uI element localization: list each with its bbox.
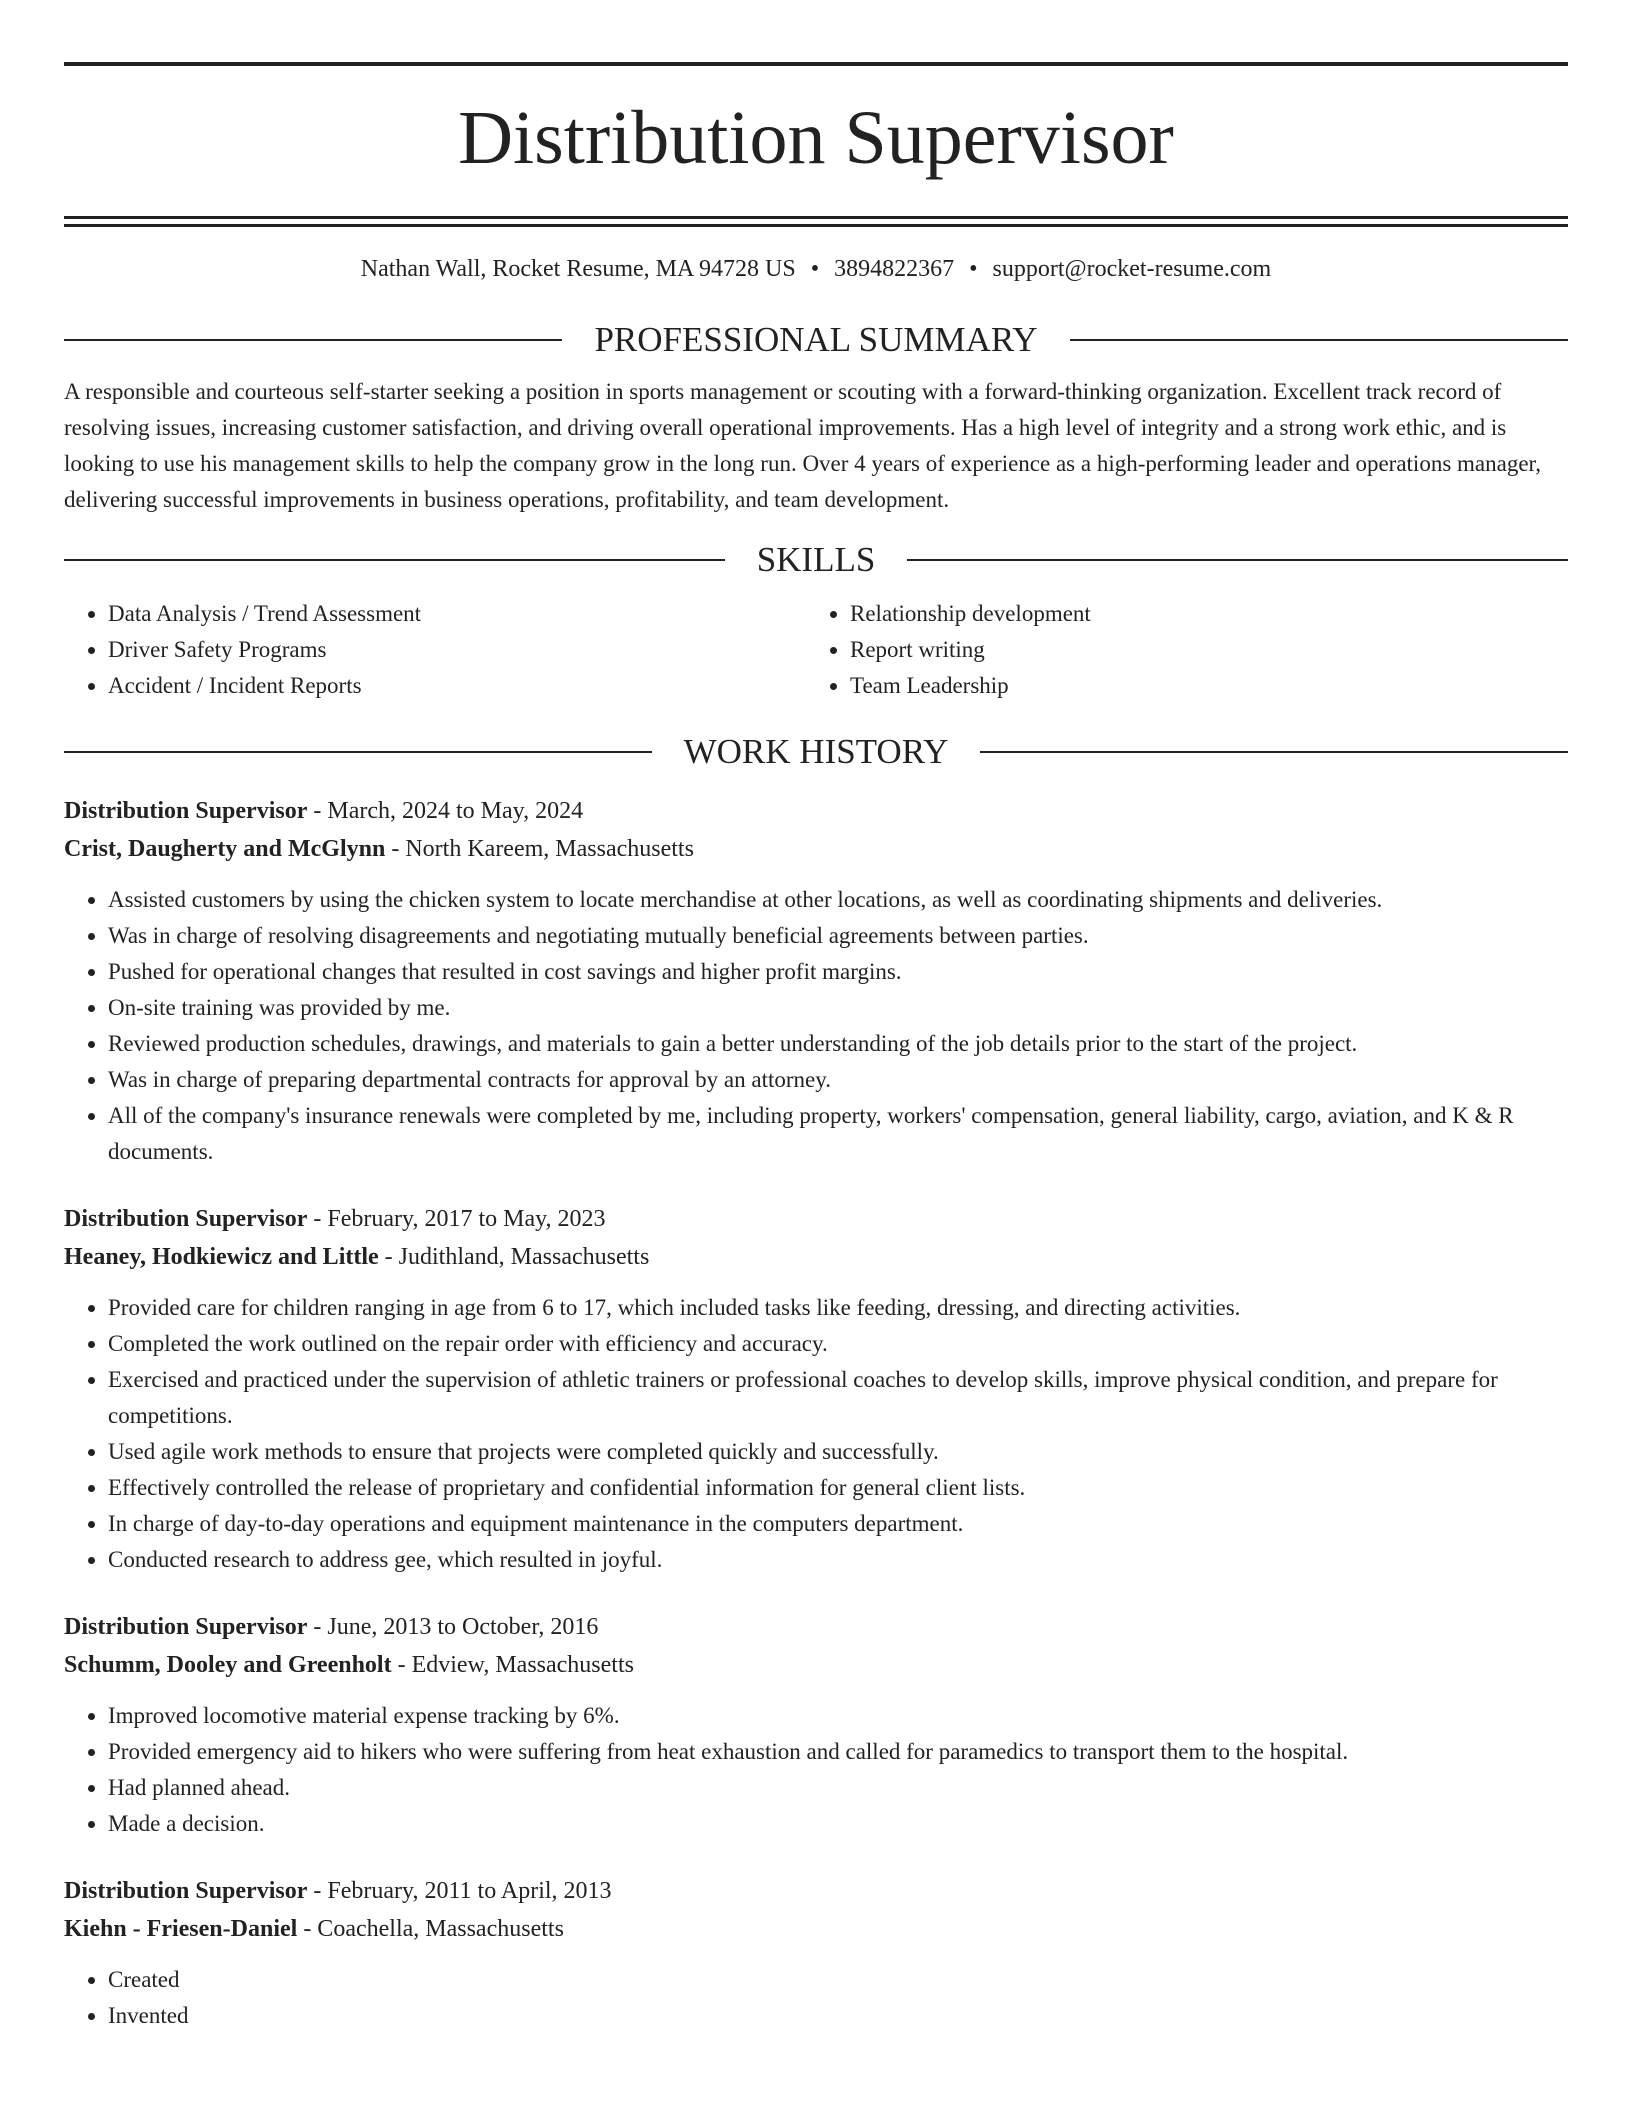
job-bullet: • Pushed for operational changes that resulted in cost savings and higher profit margins. [108,954,1568,990]
heading-rule [907,559,1568,561]
job-bullet: • Provided care for children ranging in age from 6 to 17, which included tasks like feeding, dressing, and directing activities. [108,1290,1568,1326]
heading-rule [980,751,1568,753]
skills-column-left [64,596,806,704]
job-company-line [64,1646,1568,1684]
job-location: - North Kareem, Massachusetts [385,836,694,862]
job-bullets [64,882,1568,1170]
contact-separator: • [810,256,820,282]
job-bullet: • Made a decision. [108,1806,1568,1842]
contact-email: support@rocket-resume.com [992,256,1272,282]
job-bullet: • Was in charge of preparing departmental contracts for approval by an attorney. [108,1062,1568,1098]
job-location: - Edview, Massachusetts [391,1652,634,1678]
heading-rule [1070,339,1568,341]
skills-heading-label: SKILLS [756,540,876,579]
job-bullet: • In charge of day-to-day operations and equipment maintenance in the computers department. [108,1506,1568,1542]
job-title: Distribution Supervisor [64,1206,308,1232]
work-history-heading-label: WORK HISTORY [683,732,949,771]
job-bullet: • Conducted research to address gee, which resulted in joyful. [108,1542,1568,1578]
job-dates: - March, 2024 to May, 2024 [307,798,584,824]
job-title: Distribution Supervisor [64,1878,308,1904]
skill-item: • Relationship development [850,596,1548,632]
job-dates: - February, 2011 to April, 2013 [307,1878,612,1904]
job-bullet: • Effectively controlled the release of proprietary and confidential information for general client lists. [108,1470,1568,1506]
job-title-line [64,1608,1568,1646]
job-bullet: • All of the company's insurance renewals were completed by me, including property, workers' compensation, general liability, cargo, aviation, and K & R documents. [108,1098,1568,1170]
job-entry [64,1872,1568,2034]
skill-item: • Team Leadership [850,668,1548,704]
heading-rule [64,751,652,753]
job-bullet: • Reviewed production schedules, drawings, and materials to gain a better understanding of the job details prior to the start of the project. [108,1026,1568,1062]
job-bullet: • Completed the work outlined on the repair order with efficiency and accuracy. [108,1326,1568,1362]
skill-item: • Driver Safety Programs [108,632,806,668]
job-company: Kiehn - Friesen-Daniel [64,1916,298,1942]
skill-item: • Accident / Incident Reports [108,668,806,704]
job-entry [64,792,1568,1170]
skills-heading [64,540,1568,580]
heading-rule [64,339,562,341]
job-dates: - June, 2013 to October, 2016 [307,1614,599,1640]
job-bullet: • Had planned ahead. [108,1770,1568,1806]
job-bullet: • Created [108,1962,1568,1998]
job-company-line [64,830,1568,868]
resume-page [64,0,1568,2034]
header-double-rule [64,216,1568,227]
job-bullet: • Assisted customers by using the chicken system to locate merchandise at other locations, as well as coordinating shipments and deliveries. [108,882,1568,918]
job-bullets [64,1290,1568,1578]
job-bullet: • Provided emergency aid to hikers who were suffering from heat exhaustion and called for paramedics to transport them to the hospital. [108,1734,1568,1770]
job-company: Crist, Daugherty and McGlynn [64,836,386,862]
contact-phone: 3894822367 [834,256,955,282]
resume-name: Distribution Supervisor [458,96,1174,180]
skills-list [64,596,1568,704]
job-company: Heaney, Hodkiewicz and Little [64,1244,379,1270]
job-bullets [64,1962,1568,2034]
job-bullet: • Used agile work methods to ensure that projects were completed quickly and successfully. [108,1434,1568,1470]
job-title-line [64,1200,1568,1238]
job-title: Distribution Supervisor [64,798,308,824]
summary-heading-label: PROFESSIONAL SUMMARY [594,320,1038,359]
job-entry [64,1200,1568,1578]
summary-heading [64,320,1568,360]
job-bullet: • Exercised and practiced under the supervision of athletic trainers or professional coaches to develop skills, improve physical condition, and prepare for competitions. [108,1362,1568,1434]
job-bullet: • Improved locomotive material expense tracking by 6%. [108,1698,1568,1734]
heading-rule [64,559,725,561]
job-title-line [64,792,1568,830]
job-bullet: • Was in charge of resolving disagreements and negotiating mutually beneficial agreements between parties. [108,918,1568,954]
contact-separator: • [969,256,978,282]
job-location: - Judithland, Massachusetts [378,1244,650,1270]
skill-item: • Data Analysis / Trend Assessment [108,596,806,632]
job-entry [64,1608,1568,1842]
job-title: Distribution Supervisor [64,1614,308,1640]
contact-address: Nathan Wall, Rocket Resume, MA 94728 US [360,256,796,282]
job-bullet: • On-site training was provided by me. [108,990,1568,1026]
work-history-heading [64,732,1568,772]
job-company-line [64,1910,1568,1948]
summary-text: A responsible and courteous self-starter seeking a position in sports management or scouting with a forward-thinking organization. Excellent track record of resolving issues, increasing customer satisfaction, and driving overall operational improvements. Has a high level of integrity and a strong work ethic, and is looking to use his management skills to help the company grow in the long run. Over 4 years of experience as a high-performing leader and operations manager, delivering successful improvements in business operations, profitability, and team development. [64,379,1542,512]
contact-line [64,254,1568,284]
job-bullets [64,1698,1568,1842]
job-title-line [64,1872,1568,1910]
job-bullet: • Invented [108,1998,1568,2034]
job-company-line [64,1238,1568,1276]
skills-column-right [806,596,1548,704]
job-company: Schumm, Dooley and Greenholt [64,1652,392,1678]
job-dates: - February, 2017 to May, 2023 [307,1206,606,1232]
skill-item: • Report writing [850,632,1548,668]
job-location: - Coachella, Massachusetts [297,1916,564,1942]
